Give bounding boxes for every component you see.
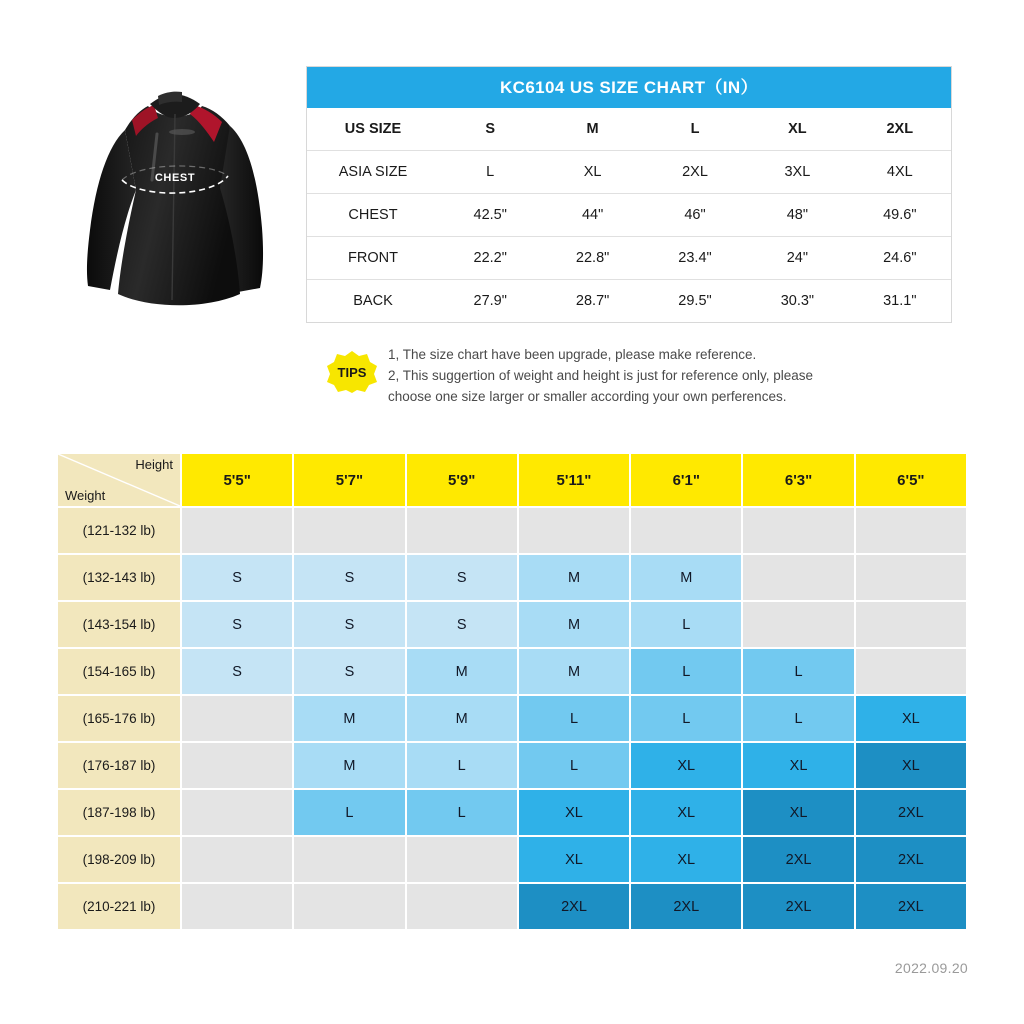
cell-chest-l: 46" (644, 194, 746, 237)
tips-text-block (388, 344, 813, 407)
size-chart-row-chest (307, 194, 951, 237)
cell-chest-2xl: 49.6" (849, 194, 951, 237)
cell-asia-xl: 3XL (746, 151, 848, 194)
height-header-3: 5'11" (519, 454, 629, 506)
fit-cell-r4-c1: M (294, 696, 404, 741)
corner-weight-label: Weight (65, 488, 106, 503)
cell-back-s: 27.9" (473, 293, 507, 309)
cell-chest-m: 44" (541, 194, 643, 237)
cell-front-2xl: 24.6" (849, 237, 951, 280)
size-chart-row-front (307, 237, 951, 280)
fit-cell-r0-c0 (182, 508, 292, 553)
fit-cell-r0-c4 (631, 508, 741, 553)
fit-matrix-row (58, 696, 966, 741)
fit-cell-r0-c2 (407, 508, 517, 553)
tips-line-2: 2, This suggertion of weight and height is just for reference only, please (388, 368, 813, 383)
weight-header-4: (165-176 lb) (58, 696, 180, 741)
cell-back-m: 28.7" (575, 293, 610, 309)
cell-back-l: 29.5" (678, 293, 712, 309)
cell-front-xl: 24" (746, 237, 848, 280)
date-stamp: 2022.09.20 (894, 960, 968, 976)
fit-cell-r3-c4: L (631, 649, 741, 694)
fit-matrix-row (58, 555, 966, 600)
weight-header-0: (121-132 lb) (58, 508, 180, 553)
row-label-chest: CHEST (307, 194, 439, 237)
height-header-2: 5'9" (407, 454, 517, 506)
size-chart-header-label: US SIZE (307, 108, 439, 151)
cell-front-l: 23.4" (644, 237, 746, 280)
fit-cell-r8-c0 (182, 884, 292, 929)
fit-cell-r7-c6: 2XL (856, 837, 966, 882)
fit-cell-r7-c5: 2XL (743, 837, 853, 882)
fit-cell-r1-c1: S (294, 555, 404, 600)
height-header-1: 5'7" (294, 454, 404, 506)
size-chart-header-row (307, 108, 951, 151)
fit-cell-r1-c5 (743, 555, 853, 600)
weight-header-2: (143-154 lb) (58, 602, 180, 647)
size-chart-row-back (307, 280, 951, 323)
fit-cell-r2-c5 (743, 602, 853, 647)
fit-cell-r0-c3 (519, 508, 629, 553)
weight-header-6: (187-198 lb) (58, 790, 180, 835)
size-chart-header-m: M (541, 108, 643, 151)
row-label-asia: ASIA SIZE (307, 151, 439, 194)
fit-cell-r5-c0 (182, 743, 292, 788)
fit-cell-r8-c6: 2XL (856, 884, 966, 929)
fit-matrix-row (58, 884, 966, 929)
fit-cell-r7-c3: XL (519, 837, 629, 882)
fit-cell-r1-c4: M (631, 555, 741, 600)
cell-asia-s: L (439, 151, 541, 194)
fit-cell-r6-c3: XL (519, 790, 629, 835)
fit-matrix-row (58, 508, 966, 553)
fit-cell-r4-c5: L (743, 696, 853, 741)
height-header-5: 6'3" (743, 454, 853, 506)
row-label-front: FRONT (307, 237, 439, 280)
tips-line-1: 1, The size chart have been upgrade, please make reference. (388, 347, 757, 362)
fit-cell-r7-c2 (407, 837, 517, 882)
cell-front-m: 22.8" (541, 237, 643, 280)
fit-cell-r0-c6 (856, 508, 966, 553)
fit-cell-r5-c2: L (407, 743, 517, 788)
fit-cell-r2-c3: M (519, 602, 629, 647)
fit-cell-r4-c4: L (631, 696, 741, 741)
fit-cell-r0-c5 (743, 508, 853, 553)
fit-cell-r6-c4: XL (631, 790, 741, 835)
fit-cell-r2-c1: S (294, 602, 404, 647)
height-header-4: 6'1" (631, 454, 741, 506)
fit-cell-r3-c1: S (294, 649, 404, 694)
fit-matrix-row (58, 743, 966, 788)
fit-cell-r8-c5: 2XL (743, 884, 853, 929)
tips-line-3: choose one size larger or smaller according your own perferences. (388, 389, 787, 404)
fit-matrix-row (58, 837, 966, 882)
fit-matrix-corner-cell (58, 454, 180, 506)
fit-cell-r7-c1 (294, 837, 404, 882)
fit-cell-r4-c0 (182, 696, 292, 741)
fit-cell-r0-c1 (294, 508, 404, 553)
cell-chest-xl: 48" (746, 194, 848, 237)
chest-measure-label: CHEST (154, 172, 196, 184)
fit-cell-r4-c2: M (407, 696, 517, 741)
height-header-0: 5'5" (182, 454, 292, 506)
size-chart-header-l: L (644, 108, 746, 151)
fit-cell-r1-c2: S (407, 555, 517, 600)
fit-matrix-row (58, 790, 966, 835)
fit-cell-r6-c5: XL (743, 790, 853, 835)
product-image (62, 62, 290, 322)
fit-cell-r5-c6: XL (856, 743, 966, 788)
fit-cell-r5-c5: XL (743, 743, 853, 788)
cell-asia-m: XL (541, 151, 643, 194)
fit-cell-r8-c3: 2XL (519, 884, 629, 929)
fit-cell-r5-c4: XL (631, 743, 741, 788)
fit-cell-r6-c2: L (407, 790, 517, 835)
corner-height-label: Height (135, 457, 173, 472)
tips-badge-label: TIPS (337, 365, 367, 380)
fit-cell-r3-c3: M (519, 649, 629, 694)
cycling-jacket-illustration (62, 62, 290, 322)
top-section (0, 0, 1024, 430)
jacket-brand-mark (169, 129, 195, 135)
fit-cell-r1-c0: S (182, 555, 292, 600)
size-chart-grid (307, 108, 951, 322)
cell-back-xl: 30.3" (780, 293, 815, 309)
fit-cell-r2-c2: S (407, 602, 517, 647)
weight-header-3: (154-165 lb) (58, 649, 180, 694)
tips-block (326, 344, 926, 407)
tips-badge-icon (326, 350, 378, 394)
fit-cell-r1-c3: M (519, 555, 629, 600)
size-chart-title: KC6104 US SIZE CHART（IN） (307, 67, 951, 108)
weight-header-1: (132-143 lb) (58, 555, 180, 600)
fit-cell-r6-c0 (182, 790, 292, 835)
fit-cell-r4-c3: L (519, 696, 629, 741)
fit-cell-r8-c1 (294, 884, 404, 929)
fit-cell-r6-c1: L (294, 790, 404, 835)
cell-asia-l: 2XL (644, 151, 746, 194)
fit-cell-r7-c0 (182, 837, 292, 882)
row-label-back: BACK (353, 293, 393, 309)
size-chart-table (306, 66, 952, 323)
fit-cell-r8-c2 (407, 884, 517, 929)
size-chart-header-xl: XL (746, 108, 848, 151)
fit-cell-r1-c6 (856, 555, 966, 600)
size-chart-header-2xl: 2XL (849, 108, 951, 151)
fit-matrix-header-row (58, 454, 966, 506)
fit-matrix-row (58, 602, 966, 647)
fit-cell-r3-c2: M (407, 649, 517, 694)
cell-chest-s: 42.5" (439, 194, 541, 237)
fit-cell-r5-c1: M (294, 743, 404, 788)
weight-header-7: (198-209 lb) (58, 837, 180, 882)
fit-cell-r2-c0: S (182, 602, 292, 647)
fit-cell-r3-c5: L (743, 649, 853, 694)
height-header-6: 6'5" (856, 454, 966, 506)
fit-cell-r3-c0: S (182, 649, 292, 694)
cell-back-2xl: 31.1" (883, 293, 917, 309)
size-chart-row-asia (307, 151, 951, 194)
fit-cell-r8-c4: 2XL (631, 884, 741, 929)
fit-cell-r7-c4: XL (631, 837, 741, 882)
fit-cell-r5-c3: L (519, 743, 629, 788)
size-chart-header-s: S (439, 108, 541, 151)
fit-cell-r2-c4: L (631, 602, 741, 647)
cell-asia-2xl: 4XL (849, 151, 951, 194)
fit-cell-r2-c6 (856, 602, 966, 647)
fit-cell-r6-c6: 2XL (856, 790, 966, 835)
fit-matrix-row (58, 649, 966, 694)
fit-cell-r4-c6: XL (856, 696, 966, 741)
weight-header-8: (210-221 lb) (58, 884, 180, 929)
cell-front-s: 22.2" (439, 237, 541, 280)
jacket-body (118, 106, 240, 305)
fit-cell-r3-c6 (856, 649, 966, 694)
weight-header-5: (176-187 lb) (58, 743, 180, 788)
height-weight-fit-matrix (56, 452, 968, 931)
